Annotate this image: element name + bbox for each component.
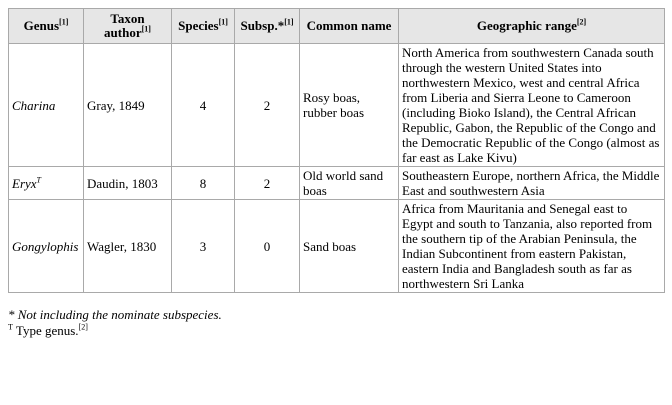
ref-link[interactable]: [2]	[78, 322, 88, 332]
header-genus	[9, 9, 84, 44]
genera-table	[8, 8, 665, 293]
common-name-cell: Sand boas	[300, 200, 399, 293]
author-cell	[84, 167, 172, 200]
ref-link[interactable]: [1]	[141, 24, 151, 34]
table-row	[9, 167, 665, 200]
genus-cell[interactable]	[9, 167, 84, 200]
genus-link[interactable]: Eryx	[12, 175, 37, 191]
ref-link[interactable]: [2]	[576, 17, 587, 27]
author-link[interactable]: Daudin, 1803	[87, 175, 158, 191]
header-geographic-range	[399, 9, 665, 44]
type-genus-mark: T	[8, 322, 13, 332]
header-common-label: Common name	[306, 18, 392, 33]
range-cell: North America from southwestern Canada south through the western United States into northwestern Mexico, west and central Africa from Liberia and Sierra Leone to Cameroon (including Bioko Island), the Central African Republic, Gabon, the Republic of the Congo and the Democratic Republic of the Congo (almost as far east as Lake Kivu)	[399, 44, 665, 167]
genera-table-container	[8, 8, 664, 339]
header-species-label: Species	[178, 18, 219, 33]
header-subsp-label: Subsp.*	[240, 18, 285, 33]
table-row	[9, 200, 665, 293]
genus-cell[interactable]	[9, 44, 84, 167]
subspecies-cell: 2	[235, 44, 300, 167]
header-genus-label: Genus	[23, 18, 60, 33]
species-cell: 3	[172, 200, 235, 293]
header-author-line2: author	[104, 25, 142, 40]
subspecies-cell: 2	[235, 167, 300, 200]
range-cell: Africa from Mauritania and Senegal east to Egypt and south to Tanzania, also reported from the southern tip of the Arabian Peninsula, the Indian Subcontinent from eastern Pakistan, eastern India and Bangladesh south as far as northwestern Sri Lanka	[399, 200, 665, 293]
common-name-cell: Rosy boas, rubber boas	[300, 44, 399, 167]
type-genus-mark: T	[36, 175, 41, 185]
table-header-row	[9, 9, 665, 44]
type-genus-text: Type genus.	[12, 323, 79, 338]
header-subspecies	[235, 9, 300, 44]
genus-cell[interactable]	[9, 200, 84, 293]
subspecies-note: * Not including the nominate subspecies.	[8, 307, 222, 322]
range-cell: Southeastern Europe, northern Africa, the Middle East and southwestern Asia	[399, 167, 665, 200]
ref-link[interactable]: [1]	[284, 17, 294, 27]
species-cell: 8	[172, 167, 235, 200]
type-genus-note	[8, 323, 664, 339]
species-cell: 4	[172, 44, 235, 167]
ref-link[interactable]: [1]	[59, 17, 69, 27]
header-range-label: Geographic range	[476, 18, 577, 33]
author-cell	[84, 200, 172, 293]
author-link[interactable]: Wagler, 1830	[87, 238, 157, 254]
genus-link[interactable]: Gongylophis	[12, 238, 79, 254]
common-name-cell: Old world sand boas	[300, 167, 399, 200]
ref-link[interactable]: [1]	[218, 17, 228, 27]
table-row	[9, 44, 665, 167]
table-notes	[8, 307, 664, 339]
header-taxon-author	[84, 9, 172, 44]
author-cell	[84, 44, 172, 167]
header-author-line1: Taxon	[110, 11, 145, 26]
genus-link[interactable]: Charina	[12, 97, 56, 113]
header-common-name	[300, 9, 399, 44]
author-link[interactable]: Gray, 1849	[87, 97, 145, 113]
subspecies-cell: 0	[235, 200, 300, 293]
header-species	[172, 9, 235, 44]
